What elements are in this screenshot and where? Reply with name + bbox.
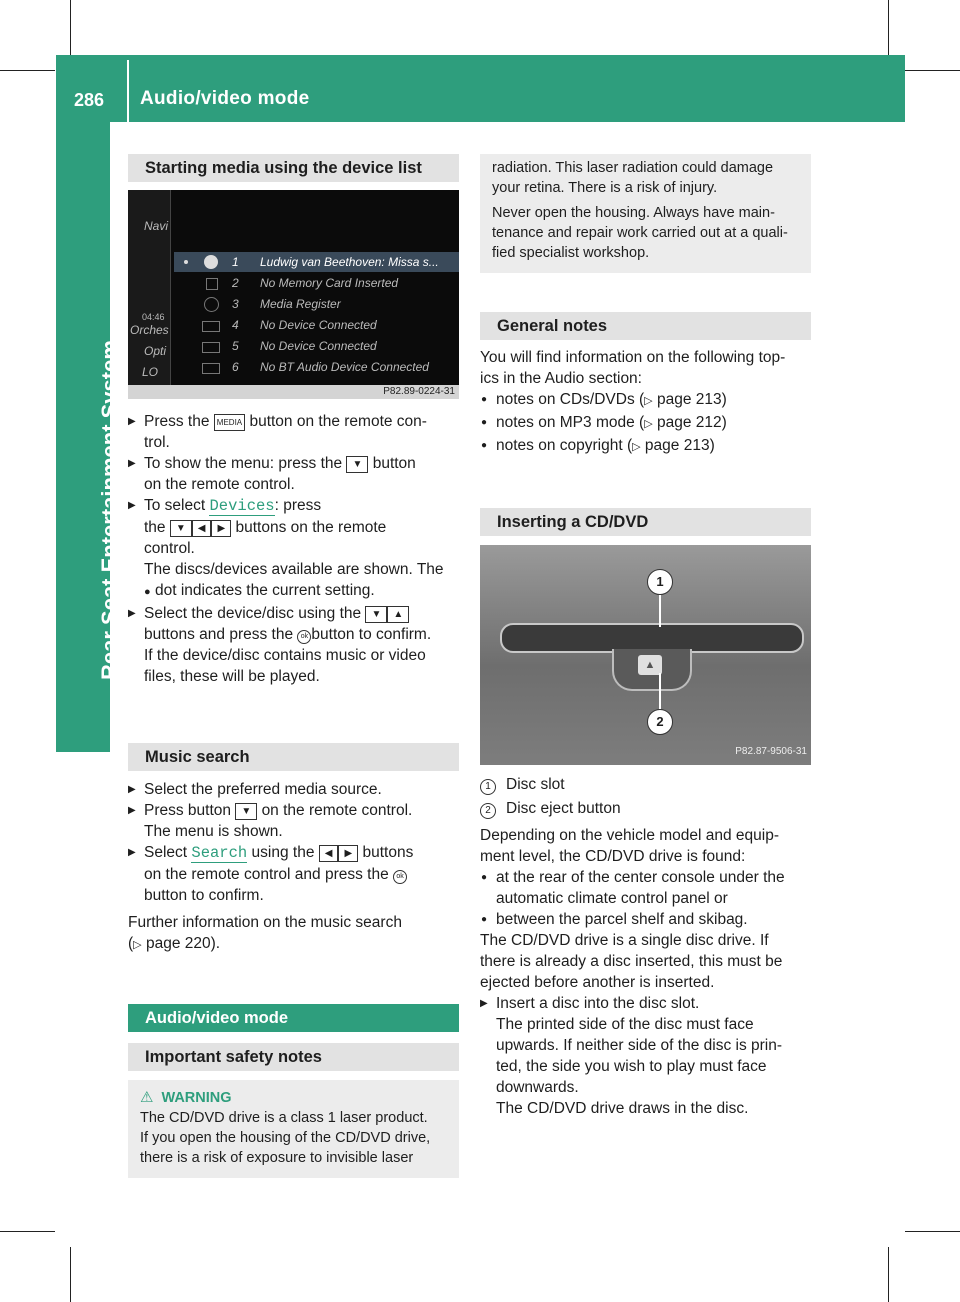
paragraph: The CD/DVD drive is a single disc drive. If	[480, 932, 769, 949]
crop-mark	[70, 1247, 71, 1302]
text: on the remote control and press the	[144, 866, 389, 883]
text: notes on copyright (	[496, 437, 633, 454]
ok-button-icon: ok	[297, 630, 311, 644]
media-key-icon: MEDIA	[214, 414, 245, 431]
text: If the device/disc contains music or video	[144, 647, 426, 664]
page-title: Audio/video mode	[140, 88, 310, 109]
step	[128, 495, 459, 603]
text: Select	[144, 844, 188, 861]
card-icon	[206, 278, 218, 290]
step	[128, 453, 459, 495]
selected-dot-icon	[184, 260, 188, 264]
text: dot indicates the current setting.	[154, 582, 375, 599]
search-label: Search	[191, 844, 248, 862]
callout-2: 2	[647, 709, 673, 735]
device-icon	[202, 321, 220, 332]
arrow-icon: ▷	[644, 418, 653, 430]
caption	[480, 798, 811, 819]
cd-drive-photo	[480, 545, 811, 765]
down-key-icon: ▼	[346, 456, 368, 473]
devices-label: Devices	[209, 497, 275, 515]
figure-code: P82.89-0224-31	[128, 385, 459, 399]
text: trol.	[144, 434, 170, 451]
text: page 213)	[644, 437, 715, 454]
text: Disc eject button	[506, 800, 621, 817]
screen-row	[186, 294, 456, 314]
crop-mark	[0, 70, 55, 71]
warning-title	[140, 1088, 447, 1108]
text: Disc slot	[506, 776, 565, 793]
step	[480, 993, 811, 1119]
step	[128, 800, 459, 842]
text: Insert a disc into the disc slot.	[496, 995, 700, 1012]
dot-icon: ●	[144, 586, 151, 598]
screen-row	[186, 252, 456, 272]
section-heading: Important safety notes	[128, 1043, 459, 1071]
section-heading: Music search	[128, 743, 459, 771]
header-divider	[127, 60, 129, 122]
disc-icon	[204, 255, 218, 269]
list-item	[480, 412, 811, 435]
section-heading: Inserting a CD/DVD	[480, 508, 811, 536]
arrow-icon: ▷	[644, 395, 653, 407]
text: If you open the housing of the CD/DVD drive,	[140, 1130, 431, 1146]
audio-video-section	[128, 1004, 459, 1178]
text: on the remote control.	[261, 802, 413, 819]
text: button on the remote con-	[249, 413, 427, 430]
up-key-icon: ▲	[387, 606, 409, 623]
caption	[480, 774, 811, 795]
text: The menu is shown.	[144, 823, 283, 840]
text: control.	[144, 540, 195, 557]
text: Never open the housing. Always have main-	[492, 205, 775, 221]
text: automatic climate control panel or	[496, 890, 728, 907]
text: tenance and repair work carried out at a quali-	[492, 225, 788, 241]
text: Press the	[144, 413, 210, 430]
paragraph: Further information on the music search	[128, 914, 402, 931]
text: To select	[144, 497, 206, 514]
callout-line	[659, 673, 661, 709]
screen-opti: Opti	[144, 344, 167, 358]
warning-box-continued	[480, 154, 811, 273]
callout-line	[659, 595, 661, 627]
screen-orch: Orches	[130, 323, 169, 337]
text: your retina. There is a risk of injury.	[492, 180, 718, 196]
text: buttons	[362, 844, 414, 861]
row-number: 6	[232, 360, 239, 374]
row-number: 2	[232, 276, 239, 290]
device-icon	[202, 342, 220, 353]
text: WARNING	[161, 1090, 232, 1106]
device-list-screenshot	[128, 190, 459, 399]
text: Press button	[144, 802, 232, 819]
bluetooth-device-icon	[202, 363, 220, 374]
row-text: No BT Audio Device Connected	[260, 360, 429, 374]
text: button	[372, 455, 416, 472]
arrow-icon: ▷	[133, 939, 142, 951]
text: notes on CDs/DVDs (	[496, 391, 645, 408]
callout-2-icon: 2	[480, 803, 496, 819]
crop-mark	[70, 0, 71, 55]
row-text: Ludwig van Beethoven: Missa s...	[260, 255, 439, 269]
row-number: 3	[232, 297, 239, 311]
screen-row	[186, 315, 456, 335]
row-number: 5	[232, 339, 239, 353]
crop-mark	[0, 1231, 55, 1232]
paragraph: (▷ page 220).	[128, 935, 221, 952]
ok-button-icon: ok	[393, 870, 407, 884]
inserting-section	[480, 508, 811, 536]
screen-row	[186, 336, 456, 356]
screen-row	[186, 357, 456, 377]
paragraph: ics in the Audio section:	[480, 370, 642, 387]
text: files, these will be played.	[144, 668, 320, 685]
step: ▶ Select the preferred media source.	[128, 779, 459, 800]
step	[128, 842, 459, 906]
crop-mark	[905, 1231, 960, 1232]
section-heading: Audio/video mode	[128, 1004, 459, 1032]
list-item: ● between the parcel shelf and skibag.	[480, 909, 811, 930]
text: fied specialist workshop.	[492, 245, 650, 261]
callout-1: 1	[647, 569, 673, 595]
text: ted, the side you wish to play must face	[496, 1058, 767, 1075]
text: The CD/DVD drive is a class 1 laser product.	[140, 1110, 428, 1126]
text: The discs/devices available are shown. The	[144, 561, 444, 578]
text: button to confirm.	[311, 626, 432, 643]
text: : press	[274, 497, 322, 514]
crop-mark	[905, 70, 960, 71]
paragraph: ment level, the CD/DVD drive is found:	[480, 848, 746, 865]
text: the	[144, 519, 166, 536]
inserting-text	[480, 774, 811, 1119]
text: page 213)	[656, 391, 727, 408]
section-heading: General notes	[480, 312, 811, 340]
left-key-icon: ◀	[319, 845, 339, 862]
left-key-icon: ◀	[192, 520, 212, 537]
list-item	[480, 389, 811, 412]
text: using the	[251, 844, 315, 861]
text: The CD/DVD drive draws in the disc.	[496, 1100, 749, 1117]
step	[128, 411, 459, 453]
row-text: No Device Connected	[260, 339, 377, 353]
paragraph: You will find information on the following top-	[480, 349, 786, 366]
right-key-icon: ▶	[211, 520, 231, 537]
left-column	[128, 154, 459, 182]
text: there is a risk of exposure to invisible laser	[140, 1150, 414, 1166]
paragraph: ejected before another is inserted.	[480, 974, 715, 991]
text: Select the device/disc using the	[144, 605, 362, 622]
down-key-icon: ▼	[170, 520, 192, 537]
list-item	[480, 867, 811, 909]
side-tab-label: Rear Seat Entertainment System	[97, 340, 122, 680]
warning-box	[128, 1080, 459, 1178]
text: downwards.	[496, 1079, 579, 1096]
row-text: No Device Connected	[260, 318, 377, 332]
page-number: 286	[73, 90, 105, 110]
text: notes on MP3 mode (	[496, 414, 645, 431]
text: at the rear of the center console under the	[496, 869, 785, 886]
warning-icon: ⚠	[140, 1089, 154, 1106]
screen-lo: LO	[142, 365, 159, 379]
eject-icon: ▲	[638, 655, 662, 675]
arrow-icon: ▷	[632, 441, 641, 453]
list-item	[480, 435, 811, 458]
row-text: Media Register	[260, 297, 341, 311]
paragraph: Depending on the vehicle model and equip-	[480, 827, 780, 844]
general-notes-section	[480, 312, 811, 458]
text: page 212)	[656, 414, 727, 431]
text: upwards. If neither side of the disc is prin-	[496, 1037, 783, 1054]
crop-mark	[888, 0, 889, 55]
row-text: No Memory Card Inserted	[260, 276, 399, 290]
right-key-icon: ▶	[338, 845, 358, 862]
down-key-icon: ▼	[235, 803, 257, 820]
text: To show the menu: press the	[144, 455, 343, 472]
callout-1-icon: 1	[480, 779, 496, 795]
screen-time: 04:46	[142, 312, 165, 322]
text: page 220).	[145, 935, 221, 952]
text: radiation. This laser radiation could damage	[492, 160, 774, 176]
text: on the remote control.	[144, 476, 295, 493]
media-register-icon	[204, 297, 219, 312]
paragraph: there is already a disc inserted, this must be	[480, 953, 783, 970]
text: buttons on the remote	[235, 519, 387, 536]
figure-code: P82.87-9506-31	[735, 746, 807, 757]
row-number: 1	[232, 255, 239, 269]
screen-nav-label: Navi	[144, 219, 169, 233]
text: buttons and press the	[144, 626, 294, 643]
section-heading: Starting media using the device list	[128, 154, 459, 182]
down-key-icon: ▼	[365, 606, 387, 623]
row-number: 4	[232, 318, 239, 332]
screen-row	[186, 273, 456, 293]
music-search-section	[128, 743, 459, 956]
left-steps	[128, 411, 459, 687]
text: The printed side of the disc must face	[496, 1016, 754, 1033]
step	[128, 603, 459, 687]
crop-mark	[888, 1247, 889, 1302]
right-column	[480, 154, 811, 273]
text: button to confirm.	[144, 887, 264, 904]
